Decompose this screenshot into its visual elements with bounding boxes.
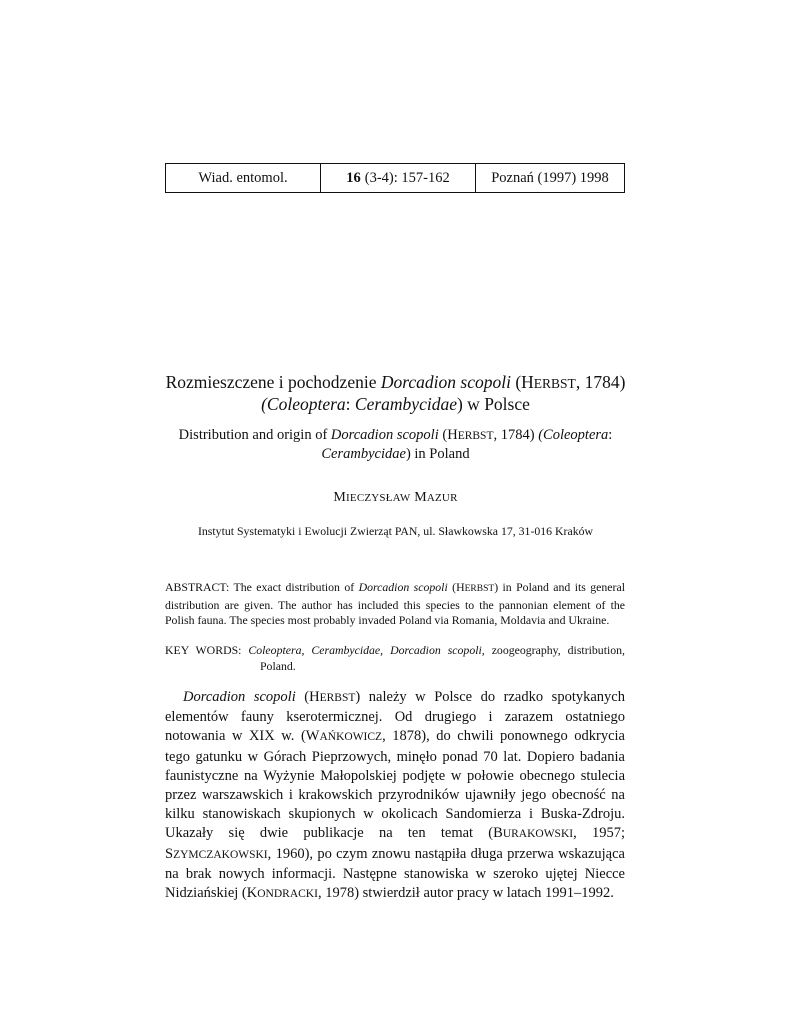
keywords-italic-terms: Coleoptera, Cerambycidae, Dorcadion scopoli, (248, 643, 485, 657)
body-bur-initial: B (493, 825, 503, 842)
body-text-1: ( (295, 689, 310, 705)
title-en-colon: : (608, 427, 613, 443)
body-wank-rest: AŃKOWICZ (319, 731, 383, 744)
body-species: Dorcadion scopoli (183, 689, 296, 705)
title-pl-author-initial: H (521, 372, 534, 392)
author-affiliation: Instytut Systematyki i Ewolucji Zwierząt PAN, ul. Sławkowska 17, 31-016 Kraków (197, 524, 594, 538)
abstract-paren: ( (447, 580, 457, 594)
abstract-label: ABSTRACT: The exact distribution of (165, 580, 359, 594)
body-text-6: , 1978) stwierdził autor pracy w latach 1991–1992. (317, 885, 614, 902)
abstract-species: Dorcadion scopoli (358, 580, 448, 594)
title-pl-author-rest: ERBST (533, 376, 576, 391)
issue-pages: (3-4): 157-162 (364, 169, 450, 186)
abstract-author-initial: H (456, 580, 465, 594)
title-en-species: Dorcadion scopoli (330, 427, 439, 443)
author-first-initial: M (333, 490, 347, 505)
abstract (165, 580, 625, 629)
title-en-author-initial: H (447, 427, 458, 443)
body-kon-rest: ONDRACKI (257, 888, 318, 901)
title-en-paren: ( (438, 427, 448, 443)
title-en-ending: ) in Poland (405, 446, 470, 462)
journal-header-box (165, 163, 625, 193)
body-wank-initial: W (305, 728, 320, 745)
keywords (165, 643, 625, 674)
body-paragraph (165, 688, 625, 904)
body-text-4: , 1957; (573, 825, 625, 842)
title-pl-text: Rozmieszczene i pochodzenie (165, 372, 381, 392)
journal-name (166, 164, 321, 192)
author-last-initial: M (414, 490, 427, 505)
title-english (150, 426, 641, 463)
title-pl-paren: ( (510, 372, 522, 392)
title-en-year: , 1784) (493, 427, 539, 443)
title-en-family: Cerambycidae (321, 446, 406, 462)
body-herbst-rest: ERBST (319, 692, 356, 704)
title-pl-year: , 1784) (575, 372, 626, 392)
title-en-order: (Coleoptera (538, 427, 609, 443)
abstract-author-rest: ERBST (464, 584, 495, 594)
author-name (120, 490, 671, 506)
title-polish (120, 372, 671, 415)
body-herbst-initial: H (309, 689, 320, 705)
place-year (476, 164, 624, 192)
title-pl-colon: : (345, 394, 355, 414)
body-text-3: , 1878), do chwili ponownego odkrycia tego gatunku w Górach Pieprzowych, minęło ponad 70 lat. Dopiero badania faunistyczne na Wyżynie Małopolskiej podjęte w połowie obecnego stulecia przez warszawskich i krakowskich przyrodników ujawniły jego obecność na kilku stanowiskach skupionych w okolicach Sandomierza i Buska-Zdroju. Ukazały się dwie publikacje na ten temat ( (165, 728, 625, 842)
keywords-label: KEY WORDS: (165, 643, 249, 657)
author-first-rest: IECZYSŁAW (346, 492, 411, 504)
title-pl-species: Dorcadion scopoli (380, 372, 511, 392)
body-szy-rest: ZYMCZAKOWSKI (173, 848, 268, 861)
journal-name-text: Wiad. entomol. (198, 169, 288, 186)
volume-pages (321, 164, 476, 192)
place-year-text: Poznań (1997) 1998 (491, 169, 609, 186)
volume-number: 16 (346, 169, 361, 186)
body-text-2: ) należy w Polsce do rzadko spotykanych elementów fauny kserotermicznej. Od drugiego i zarazem ostatniego notowania w XIX w. ( (165, 689, 625, 745)
title-en-author-rest: ERBST (457, 430, 494, 442)
body-szy-initial: S (165, 845, 174, 862)
keywords-text: zoogeography, distribution, Poland. (260, 643, 625, 673)
title-en-text: Distribution and origin of (178, 427, 331, 443)
author-last-rest: AZUR (426, 492, 458, 504)
keywords-block (165, 643, 625, 674)
body-text-5: , 1960), po czym znowu nastąpiła długa przerwa wskazująca na brak nowych informacji. Następne stanowiska w szeroko ujętej Niecce Nidziańskiej ( (165, 845, 625, 902)
body-bur-rest: URAKOWSKI (502, 828, 574, 841)
title-pl-order: (Coleoptera (261, 394, 346, 414)
abstract-text: ) in Poland and its general distribution are given. The author has included this species to the pannonian element of the Polish fauna. The species most probably invaded Poland via Romania, Moldavia and Ukraine. (165, 580, 625, 627)
title-pl-ending: ) w Polsce (456, 394, 530, 414)
title-pl-family: Cerambycidae (354, 394, 457, 414)
body-kon-initial: K (246, 885, 258, 902)
